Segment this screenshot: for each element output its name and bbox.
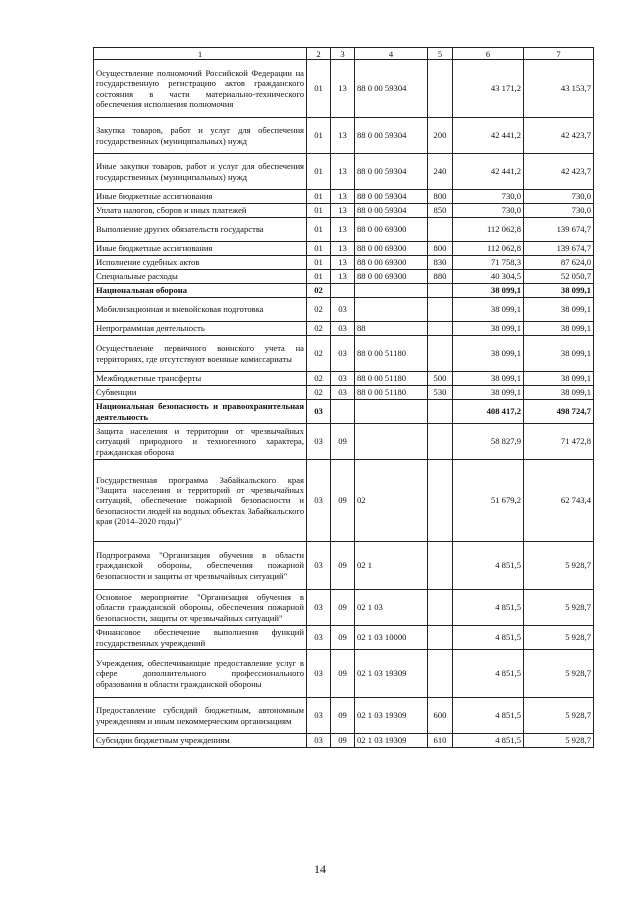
row-name-cell: Мобилизационная и вневойсковая подготовка <box>94 298 307 322</box>
table-row <box>94 118 594 154</box>
row-section-cell: 03 <box>307 626 331 650</box>
row-name-cell: Предоставление субсидий бюджетным, автономным учреждениям и иным некоммерческим организациям <box>94 698 307 734</box>
row-name-cell: Выполнение других обязательств государства <box>94 218 307 242</box>
row-target-article-cell: 88 0 00 69300 <box>355 256 428 270</box>
table-row <box>94 60 594 118</box>
row-expense-type-cell <box>428 322 453 336</box>
row-expense-type-cell: 800 <box>428 190 453 204</box>
row-target-article-cell: 88 0 00 69300 <box>355 218 428 242</box>
row-amount-year2-cell: 730,0 <box>524 190 594 204</box>
row-amount-year2-cell: 498 724,7 <box>524 400 594 424</box>
row-subsection-cell: 09 <box>331 650 355 698</box>
table-row <box>94 386 594 400</box>
table-row <box>94 650 594 698</box>
row-expense-type-cell: 240 <box>428 154 453 190</box>
row-expense-type-cell <box>428 298 453 322</box>
row-section-cell: 02 <box>307 298 331 322</box>
table-row <box>94 590 594 626</box>
row-amount-year2-cell: 5 928,7 <box>524 650 594 698</box>
row-name-cell: Государственная программа Забайкальского края "Защита населения и территорий от чрезвычайных ситуаций, обеспечение пожарной безопасности и безопасности людей на водных объектах Забайкальского края (2014–2020 годы)" <box>94 460 307 542</box>
row-expense-type-cell <box>428 218 453 242</box>
row-section-cell: 01 <box>307 60 331 118</box>
table-row <box>94 190 594 204</box>
row-amount-year1-cell: 38 099,1 <box>453 322 524 336</box>
row-amount-year2-cell: 139 674,7 <box>524 242 594 256</box>
table-row <box>94 256 594 270</box>
table-row <box>94 270 594 284</box>
row-amount-year2-cell: 38 099,1 <box>524 298 594 322</box>
row-amount-year1-cell: 43 171,2 <box>453 60 524 118</box>
row-target-article-cell: 02 1 03 19309 <box>355 650 428 698</box>
row-name-cell: Субсидии бюджетным учреждениям <box>94 734 307 748</box>
row-target-article-cell: 02 <box>355 460 428 542</box>
row-section-cell: 01 <box>307 154 331 190</box>
row-amount-year2-cell: 43 153,7 <box>524 60 594 118</box>
row-section-cell: 02 <box>307 372 331 386</box>
row-subsection-cell: 03 <box>331 298 355 322</box>
row-target-article-cell: 88 0 00 51180 <box>355 372 428 386</box>
row-subsection-cell: 13 <box>331 242 355 256</box>
row-amount-year1-cell: 408 417,2 <box>453 400 524 424</box>
row-target-article-cell: 02 1 <box>355 542 428 590</box>
row-subsection-cell: 09 <box>331 626 355 650</box>
row-expense-type-cell <box>428 284 453 298</box>
row-expense-type-cell <box>428 590 453 626</box>
row-section-cell: 02 <box>307 336 331 372</box>
table-row <box>94 372 594 386</box>
row-target-article-cell: 88 0 00 69300 <box>355 242 428 256</box>
row-subsection-cell: 09 <box>331 424 355 460</box>
row-name-cell: Основное мероприятие "Организация обучения в области гражданской обороны, обеспечения пожарной безопасности, защиты от чрезвычайных ситуаций" <box>94 590 307 626</box>
row-expense-type-cell: 880 <box>428 270 453 284</box>
row-amount-year2-cell: 38 099,1 <box>524 322 594 336</box>
row-amount-year1-cell: 38 099,1 <box>453 284 524 298</box>
row-amount-year2-cell: 5 928,7 <box>524 542 594 590</box>
row-amount-year1-cell: 730,0 <box>453 204 524 218</box>
budget-table <box>93 47 594 748</box>
row-amount-year1-cell: 42 441,2 <box>453 118 524 154</box>
row-amount-year1-cell: 4 851,5 <box>453 650 524 698</box>
row-expense-type-cell <box>428 460 453 542</box>
row-amount-year2-cell: 87 624,0 <box>524 256 594 270</box>
table-row <box>94 424 594 460</box>
table-row <box>94 400 594 424</box>
row-subsection-cell: 03 <box>331 322 355 336</box>
row-target-article-cell: 88 0 00 59304 <box>355 204 428 218</box>
table-row <box>94 322 594 336</box>
table-row <box>94 460 594 542</box>
row-section-cell: 02 <box>307 322 331 336</box>
row-subsection-cell: 03 <box>331 386 355 400</box>
row-name-cell: Национальная безопасность и правоохранительная деятельность <box>94 400 307 424</box>
row-target-article-cell <box>355 298 428 322</box>
row-name-cell: Иные бюджетные ассигнования <box>94 242 307 256</box>
table-row <box>94 698 594 734</box>
row-target-article-cell: 88 0 00 69300 <box>355 270 428 284</box>
row-amount-year1-cell: 42 441,2 <box>453 154 524 190</box>
row-subsection-cell: 13 <box>331 270 355 284</box>
header-cell: 1 <box>94 48 307 60</box>
row-amount-year1-cell: 4 851,5 <box>453 698 524 734</box>
header-cell: 2 <box>307 48 331 60</box>
row-name-cell: Учреждения, обеспечивающие предоставление услуг в сфере дополнительного профессионального образования в области гражданской обороны <box>94 650 307 698</box>
row-amount-year1-cell: 730,0 <box>453 190 524 204</box>
row-subsection-cell: 09 <box>331 590 355 626</box>
row-expense-type-cell <box>428 650 453 698</box>
row-section-cell: 01 <box>307 256 331 270</box>
row-subsection-cell: 13 <box>331 118 355 154</box>
row-expense-type-cell: 600 <box>428 698 453 734</box>
row-target-article-cell <box>355 400 428 424</box>
row-name-cell: Уплата налогов, сборов и иных платежей <box>94 204 307 218</box>
row-expense-type-cell: 500 <box>428 372 453 386</box>
row-amount-year1-cell: 38 099,1 <box>453 336 524 372</box>
row-section-cell: 03 <box>307 734 331 748</box>
row-expense-type-cell <box>428 424 453 460</box>
table-row <box>94 218 594 242</box>
row-name-cell: Субвенции <box>94 386 307 400</box>
header-cell: 3 <box>331 48 355 60</box>
row-subsection-cell: 09 <box>331 698 355 734</box>
row-subsection-cell: 13 <box>331 218 355 242</box>
table-row <box>94 242 594 256</box>
row-amount-year2-cell: 5 928,7 <box>524 590 594 626</box>
row-name-cell: Финансовое обеспечение выполнения функций государственных учреждений <box>94 626 307 650</box>
row-amount-year2-cell: 139 674,7 <box>524 218 594 242</box>
row-subsection-cell: 09 <box>331 734 355 748</box>
row-name-cell: Закупка товаров, работ и услуг для обеспечения государственных (муниципальных) нужд <box>94 118 307 154</box>
row-target-article-cell: 02 1 03 19309 <box>355 698 428 734</box>
row-name-cell: Защита населения и территории от чрезвычайных ситуаций природного и техногенного характера, гражданская оборона <box>94 424 307 460</box>
row-section-cell: 01 <box>307 270 331 284</box>
row-expense-type-cell <box>428 336 453 372</box>
row-section-cell: 01 <box>307 190 331 204</box>
row-amount-year2-cell: 5 928,7 <box>524 734 594 748</box>
header-cell: 4 <box>355 48 428 60</box>
row-amount-year1-cell: 4 851,5 <box>453 626 524 650</box>
row-amount-year2-cell: 38 099,1 <box>524 284 594 298</box>
table-row <box>94 336 594 372</box>
row-name-cell: Непрограммная деятельность <box>94 322 307 336</box>
row-amount-year2-cell: 71 472,8 <box>524 424 594 460</box>
row-amount-year2-cell: 42 423,7 <box>524 118 594 154</box>
row-subsection-cell: 09 <box>331 460 355 542</box>
row-target-article-cell: 88 0 00 59304 <box>355 190 428 204</box>
row-subsection-cell: 09 <box>331 542 355 590</box>
row-amount-year2-cell: 730,0 <box>524 204 594 218</box>
row-section-cell: 03 <box>307 542 331 590</box>
row-amount-year1-cell: 71 758,3 <box>453 256 524 270</box>
row-amount-year2-cell: 52 050,7 <box>524 270 594 284</box>
row-target-article-cell: 88 <box>355 322 428 336</box>
row-name-cell: Специальные расходы <box>94 270 307 284</box>
row-amount-year2-cell: 5 928,7 <box>524 698 594 734</box>
row-section-cell: 01 <box>307 118 331 154</box>
row-target-article-cell: 88 0 00 59304 <box>355 118 428 154</box>
table-row <box>94 542 594 590</box>
row-target-article-cell: 88 0 00 59304 <box>355 60 428 118</box>
budget-table-sheet <box>93 47 593 748</box>
row-amount-year2-cell: 38 099,1 <box>524 372 594 386</box>
row-target-article-cell: 88 0 00 51180 <box>355 386 428 400</box>
row-name-cell: Межбюджетные трансферты <box>94 372 307 386</box>
row-expense-type-cell: 610 <box>428 734 453 748</box>
row-section-cell: 01 <box>307 204 331 218</box>
row-subsection-cell: 13 <box>331 204 355 218</box>
header-cell: 6 <box>453 48 524 60</box>
row-name-cell: Исполнение судебных актов <box>94 256 307 270</box>
row-expense-type-cell <box>428 542 453 590</box>
row-amount-year2-cell: 38 099,1 <box>524 336 594 372</box>
row-subsection-cell <box>331 284 355 298</box>
row-section-cell: 03 <box>307 590 331 626</box>
row-amount-year2-cell: 62 743,4 <box>524 460 594 542</box>
row-expense-type-cell: 800 <box>428 242 453 256</box>
row-section-cell: 03 <box>307 698 331 734</box>
table-row <box>94 298 594 322</box>
row-target-article-cell <box>355 284 428 298</box>
row-target-article-cell: 88 0 00 59304 <box>355 154 428 190</box>
row-amount-year1-cell: 4 851,5 <box>453 734 524 748</box>
row-expense-type-cell <box>428 400 453 424</box>
table-row <box>94 284 594 298</box>
row-subsection-cell: 13 <box>331 154 355 190</box>
table-row <box>94 734 594 748</box>
row-subsection-cell <box>331 400 355 424</box>
row-amount-year1-cell: 112 062,8 <box>453 242 524 256</box>
row-section-cell: 02 <box>307 284 331 298</box>
table-row <box>94 204 594 218</box>
row-name-cell: Национальная оборона <box>94 284 307 298</box>
row-name-cell: Осуществление первичного воинского учета на территориях, где отсутствуют военные комиссариаты <box>94 336 307 372</box>
header-cell: 5 <box>428 48 453 60</box>
table-row <box>94 626 594 650</box>
row-amount-year1-cell: 38 099,1 <box>453 372 524 386</box>
row-target-article-cell <box>355 424 428 460</box>
table-row <box>94 154 594 190</box>
row-expense-type-cell: 830 <box>428 256 453 270</box>
header-cell: 7 <box>524 48 594 60</box>
row-section-cell: 03 <box>307 460 331 542</box>
row-amount-year1-cell: 38 099,1 <box>453 386 524 400</box>
row-target-article-cell: 02 1 03 <box>355 590 428 626</box>
row-amount-year1-cell: 40 304,5 <box>453 270 524 284</box>
row-section-cell: 01 <box>307 242 331 256</box>
row-expense-type-cell <box>428 60 453 118</box>
row-name-cell: Подпрограмма "Организация обучения в области гражданской обороны, обеспечения пожарной безопасности и защиты от чрезвычайных ситуаций" <box>94 542 307 590</box>
row-section-cell: 03 <box>307 650 331 698</box>
row-amount-year1-cell: 4 851,5 <box>453 590 524 626</box>
row-target-article-cell: 02 1 03 10000 <box>355 626 428 650</box>
row-name-cell: Осуществление полномочий Российской Федерации на государственную регистрацию актов гражданского состояния в части материально-технического обеспечения исполнения полномочия <box>94 60 307 118</box>
row-subsection-cell: 03 <box>331 372 355 386</box>
row-expense-type-cell <box>428 626 453 650</box>
row-expense-type-cell: 200 <box>428 118 453 154</box>
row-amount-year2-cell: 5 928,7 <box>524 626 594 650</box>
row-target-article-cell: 02 1 03 19309 <box>355 734 428 748</box>
row-amount-year2-cell: 42 423,7 <box>524 154 594 190</box>
row-subsection-cell: 13 <box>331 256 355 270</box>
row-section-cell: 03 <box>307 424 331 460</box>
row-subsection-cell: 13 <box>331 190 355 204</box>
row-amount-year1-cell: 58 827,9 <box>453 424 524 460</box>
page-number: 14 <box>314 862 326 876</box>
row-expense-type-cell: 530 <box>428 386 453 400</box>
row-amount-year1-cell: 112 062,8 <box>453 218 524 242</box>
row-section-cell: 01 <box>307 218 331 242</box>
row-subsection-cell: 03 <box>331 336 355 372</box>
row-amount-year1-cell: 38 099,1 <box>453 298 524 322</box>
row-name-cell: Иные бюджетные ассигнования <box>94 190 307 204</box>
row-subsection-cell: 13 <box>331 60 355 118</box>
row-section-cell: 03 <box>307 400 331 424</box>
row-target-article-cell: 88 0 00 51180 <box>355 336 428 372</box>
row-section-cell: 02 <box>307 386 331 400</box>
row-amount-year1-cell: 4 851,5 <box>453 542 524 590</box>
row-amount-year1-cell: 51 679,2 <box>453 460 524 542</box>
row-expense-type-cell: 850 <box>428 204 453 218</box>
table-header-row <box>94 48 594 60</box>
row-amount-year2-cell: 38 099,1 <box>524 386 594 400</box>
row-name-cell: Иные закупки товаров, работ и услуг для обеспечения государственных (муниципальных) нужд <box>94 154 307 190</box>
